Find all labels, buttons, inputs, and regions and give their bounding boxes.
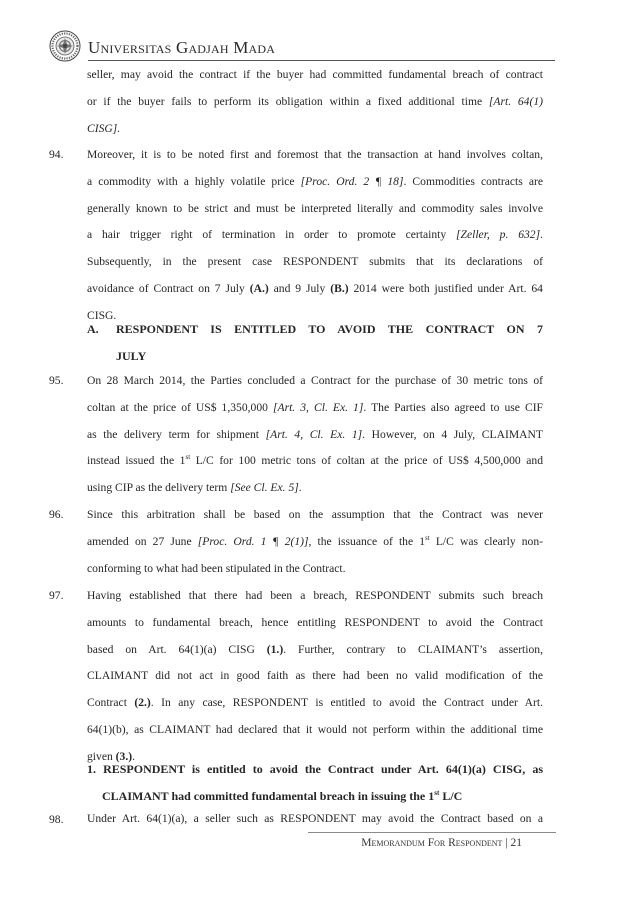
text-segment: given bbox=[87, 749, 116, 763]
superscript: st bbox=[185, 453, 191, 462]
paragraph-93-continued bbox=[87, 62, 543, 142]
text-line bbox=[87, 448, 543, 475]
section-title bbox=[116, 316, 543, 370]
text-segment: . bbox=[132, 749, 135, 763]
text-segment: L/C was clearly non- bbox=[429, 534, 543, 548]
text-line: Subsequently, in the present case RESPONDENT submits that its declarations of bbox=[87, 255, 543, 269]
text-segment: . The Parties also agreed to use CIF bbox=[363, 400, 543, 414]
paragraph-98 bbox=[87, 807, 543, 831]
bold-ref: (B.) bbox=[330, 281, 349, 295]
text-line bbox=[87, 475, 543, 502]
bold-ref: (2.) bbox=[134, 696, 151, 710]
text-line bbox=[87, 783, 543, 810]
text-segment: , the issuance of the 1 bbox=[308, 534, 426, 548]
citation: [Art. 64(1) bbox=[488, 94, 543, 108]
text-segment: . In any case, RESPONDENT is entitled to avoid the Contract under Art. bbox=[150, 696, 543, 710]
text-line: seller, may avoid the contract if the buyer had committed fundamental breach of contract bbox=[87, 68, 543, 81]
text-segment: and 9 July bbox=[268, 281, 331, 295]
paragraph-number: 96. bbox=[49, 508, 64, 521]
text-line bbox=[87, 422, 543, 449]
paragraph-number: 98. bbox=[49, 812, 64, 826]
text-segment: a hair trigger right of termination in order to promote certainty bbox=[87, 228, 456, 242]
citation: [Proc. Ord. 1 ¶ 2(1)] bbox=[197, 534, 309, 548]
text-line bbox=[87, 89, 543, 116]
text-line: RESPONDENT IS ENTITLED TO AVOID THE CONTRACT ON 7 bbox=[116, 322, 543, 336]
text-line bbox=[87, 222, 543, 249]
paragraph-96 bbox=[87, 502, 543, 582]
paragraph-95 bbox=[87, 368, 543, 502]
citation: [Proc. Ord. 2 ¶ 18] bbox=[300, 174, 404, 188]
paragraph-94 bbox=[87, 142, 543, 330]
citation: [Art. 4, Cl. Ex. 1] bbox=[265, 427, 363, 441]
text-line bbox=[87, 169, 543, 196]
paragraph-number: 97. bbox=[49, 589, 64, 602]
text-segment: CLAIMANT had committed fundamental breach in issuing the 1 bbox=[102, 788, 435, 803]
header-rule bbox=[88, 60, 555, 61]
text-segment: amended on 27 June bbox=[87, 534, 198, 548]
text-line: generally known to be strict and must be interpreted literally and commodity sales involve bbox=[87, 201, 543, 215]
text-line: Moreover, it is to be noted first and foremost that the transaction at hand involves coltan, bbox=[87, 148, 543, 161]
bold-ref: (3.) bbox=[115, 749, 133, 763]
citation: [See Cl. Ex. 5] bbox=[230, 481, 299, 495]
text-line bbox=[87, 529, 543, 556]
page-footer bbox=[308, 837, 522, 849]
university-name-text: Universitas Gadjah Mada bbox=[88, 38, 276, 57]
citation: [Zeller, p. 632] bbox=[456, 228, 541, 242]
text-line: CISG. bbox=[87, 308, 117, 322]
paragraph-97 bbox=[87, 583, 543, 771]
text-segment: based on Art. 64(1)(a) CISG bbox=[87, 642, 267, 656]
text-line: On 28 March 2014, the Parties concluded a Contract for the purchase of 30 metric tons of bbox=[87, 374, 543, 387]
text-segment: L/C bbox=[439, 788, 463, 803]
text-segment: instead issued the 1 bbox=[87, 454, 186, 468]
text-segment: a commodity with a highly volatile price bbox=[87, 174, 301, 188]
text-line bbox=[87, 395, 543, 422]
text-segment: or if the buyer fails to perform its obligation within a fixed additional time bbox=[87, 94, 489, 108]
page-number: 21 bbox=[510, 837, 522, 849]
text-line: amounts to fundamental breach, hence entitling RESPONDENT to avoid the Contract bbox=[87, 615, 543, 629]
text-line bbox=[87, 637, 543, 664]
university-name bbox=[88, 38, 275, 58]
paragraph-number: 94. bbox=[49, 148, 64, 161]
text-segment: . However, on 4 July, CLAIMANT bbox=[362, 427, 543, 441]
text-line bbox=[87, 276, 543, 303]
text-line: JULY bbox=[116, 348, 147, 363]
footer-rule bbox=[308, 832, 556, 833]
text-line: 1. RESPONDENT is entitled to avoid the Contract under Art. 64(1)(a) CISG, as bbox=[87, 762, 543, 776]
citation: [Art. 3, Cl. Ex. 1] bbox=[272, 400, 364, 414]
text-line: Having established that there had been a breach, RESPONDENT submits such breach bbox=[87, 589, 543, 602]
superscript: st bbox=[425, 533, 430, 542]
subsection-heading-1 bbox=[87, 756, 543, 810]
text-line: Under Art. 64(1)(a), a seller such as RESPONDENT may avoid the Contract based on a bbox=[87, 811, 543, 825]
text-segment: . bbox=[298, 481, 302, 495]
citation: CISG]. bbox=[87, 121, 121, 135]
section-label: A. bbox=[87, 322, 99, 336]
footer-separator: | bbox=[505, 837, 508, 849]
text-line: 64(1)(b), as CLAIMANT had declared that it would not perform within the additional time bbox=[87, 722, 543, 736]
footer-label: Memorandum For Respondent bbox=[361, 837, 503, 849]
university-seal-icon bbox=[49, 30, 81, 62]
text-line: Since this arbitration shall be based on the assumption that the Contract was never bbox=[87, 508, 543, 521]
text-segment: L/C for 100 metric tons of coltan at the price of US$ 4,500,000 and bbox=[190, 454, 543, 468]
text-line: CLAIMANT did not act in good faith as there had been no valid modification of the bbox=[87, 669, 543, 683]
text-segment: Contract bbox=[87, 696, 135, 710]
bold-ref: (A.) bbox=[249, 281, 269, 295]
text-segment: using CIP as the delivery term bbox=[87, 481, 231, 495]
text-segment: . Further, contrary to CLAIMANT’s assertion, bbox=[283, 642, 543, 656]
text-segment: avoidance of Contract on 7 July bbox=[87, 281, 250, 295]
text-segment: coltan at the price of US$ 1,350,000 bbox=[87, 400, 273, 414]
text-segment: . Commodities contracts are bbox=[403, 174, 543, 188]
bold-ref: (1.) bbox=[266, 642, 284, 656]
text-segment: as the delivery term for shipment bbox=[87, 427, 266, 441]
paragraph-number: 95. bbox=[49, 374, 64, 387]
text-segment: 2014 were both justified under Art. 64 bbox=[348, 281, 543, 295]
superscript: st bbox=[434, 788, 440, 797]
text-line: conforming to what had been stipulated in the Contract. bbox=[87, 561, 346, 575]
text-segment: . bbox=[540, 228, 543, 242]
text-line bbox=[87, 690, 543, 717]
